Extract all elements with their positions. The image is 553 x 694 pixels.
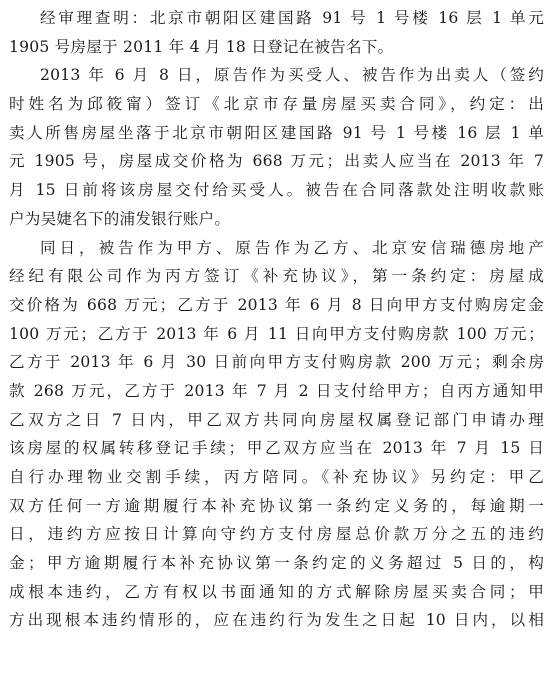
text-line: 经纪有限公司作为丙方签订《补充协议》，第一条约定：房屋成 xyxy=(9,267,544,286)
text-line: 乙双方之日 7 日内，甲乙双方共同向房屋权属登记部门申请办理 xyxy=(9,410,544,429)
text-line: 1905 号房屋于 2011 年 4 月 18 日登记在被告名下。 xyxy=(9,37,394,56)
text-line: 成根本违约，乙方有权以书面通知的方式解除房屋买卖合同；甲 xyxy=(9,582,544,601)
text-line: 交价格为 668 万元；乙方于 2013 年 6 月 8 日向甲方支付购房定金 xyxy=(9,295,544,314)
text-line: 月 15 日前将该房屋交付给买受人。被告在合同落款处注明收款账 xyxy=(9,181,544,200)
paragraph-findings xyxy=(9,4,544,61)
text-line: 100 万元；乙方于 2013 年 6 月 11 日向甲方支付购房款 100 万元； xyxy=(9,324,544,343)
text-line: 2013 年 6 月 8 日，原告作为买受人、被告作为出卖人（签约 xyxy=(40,66,544,85)
text-line: 方出现根本违约情形的，应在违约行为发生之日起 10 日内，以相 xyxy=(9,611,544,630)
text-line: 卖人所售房屋坐落于北京市朝阳区建国路 91 号 1 号楼 16 层 1 单 xyxy=(9,123,544,142)
paragraph-supplementary-agreement xyxy=(9,234,544,636)
text-line: 自行办理物业交割手续，丙方陪同。《补充协议》另约定：甲乙 xyxy=(9,468,544,486)
paragraph-sale-contract xyxy=(9,61,544,233)
text-line: 金；甲方逾期履行本补充协议第一条约定的义务超过 5 日的，构 xyxy=(9,554,544,573)
text-line: 款 268 万元，乙方于 2013 年 7 月 2 日支付给甲方；自丙方通知甲 xyxy=(9,381,544,400)
text-line: 经审理查明：北京市朝阳区建国路 91 号 1 号楼 16 层 1 单元 xyxy=(40,9,544,27)
text-line: 双方任何一方逾期履行本补充协议第一条约定义务的，每逾期一 xyxy=(9,496,544,515)
text-line: 元 1905 号，房屋成交价格为 668 万元；出卖人应当在 2013 年 7 xyxy=(9,152,544,171)
text-line: 户为吴婕名下的浦发银行账户。 xyxy=(9,209,231,228)
text-line: 日，违约方应按日计算向守约方支付房屋总价款万分之五的违约 xyxy=(9,525,544,544)
text-line: 同日，被告作为甲方、原告作为乙方、北京安信瑞德房地产 xyxy=(40,238,544,257)
text-line: 乙方于 2013 年 6 月 30 日前向甲方支付购房款 200 万元；剩余房 xyxy=(9,353,544,372)
text-line: 该房屋的权属转移登记手续；甲乙双方应当在 2013 年 7 月 15 日 xyxy=(9,439,544,458)
text-line: 时姓名为邱筱甯）签订《北京市存量房屋买卖合同》，约定：出 xyxy=(9,95,544,114)
